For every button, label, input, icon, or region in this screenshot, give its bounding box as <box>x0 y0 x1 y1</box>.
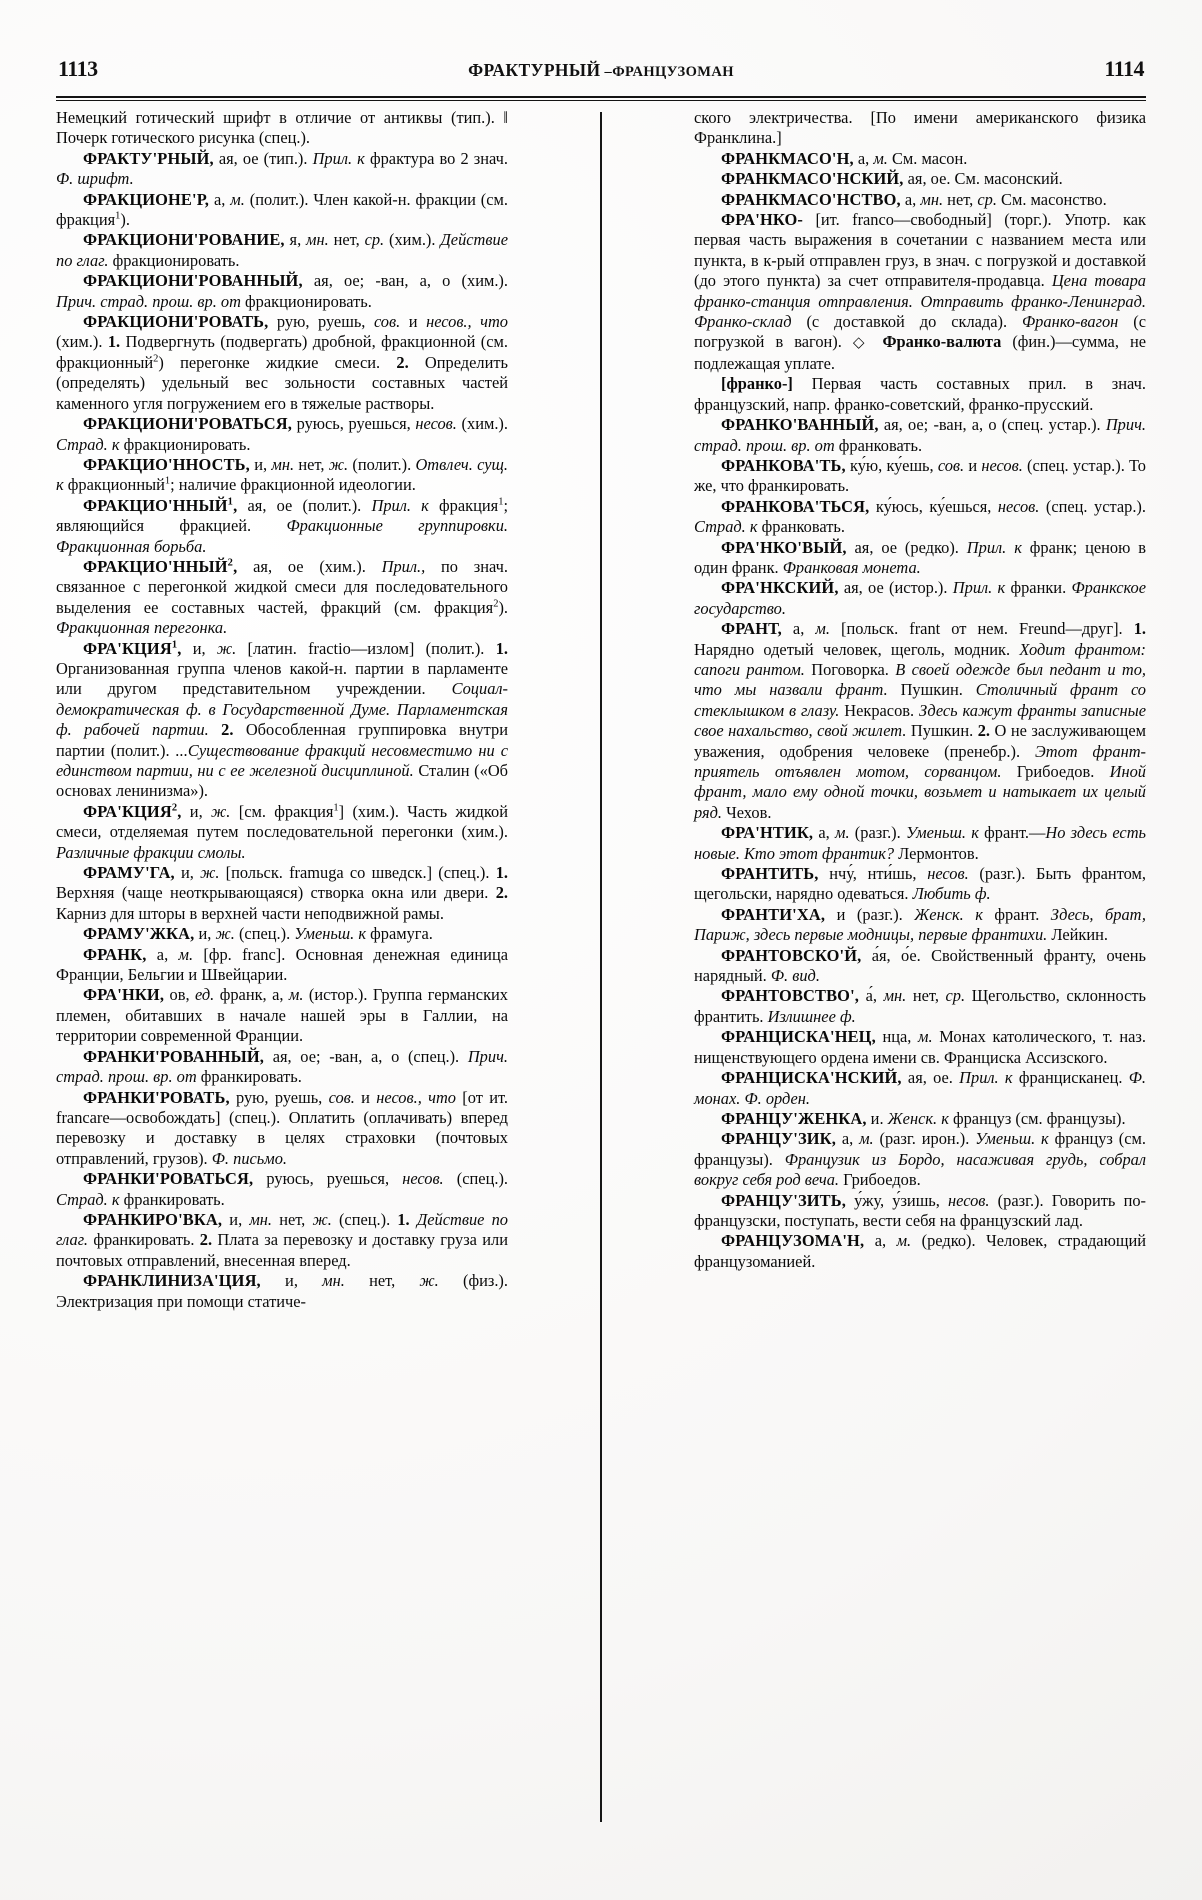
dictionary-entry-frant: ФРАНТ, а, м. [польск. frant от нем. Freund—друг]. 1. Нарядно одетый человек, щеголь, модник. Ходит франтом: сапоги рантом. Поговорка. В своей одежде был педант и то, что мы назвали франт. Пушкин. Столичный франт со стеклышком в глазу. Некрасов. Здесь кажут франты записные свое нахальство, свой жилет. Пушкин. 2. О не заслуживающем уважения, одобрения человеке (пренебр.). Этот франт-приятель отъявлен мотом, сорванцом. Грибоедов. Иной франт, мало ему одной точки, возьмет и натыкает их целый ряд. Чехов. <box>694 619 1147 822</box>
quotation: Иной франт, мало ему одной точки, возьмет и натыкает их целый ряд. <box>694 762 1146 822</box>
headword: [франко-] <box>721 374 793 394</box>
dictionary-entry-frantit: ФРАНТИТЬ, нчу́, нти́шь, несов. (разг.). Быть франтом, щегольски, нарядно одеваться. Любить ф. <box>694 864 1147 904</box>
quotation: Но здесь есть новые. Кто этот франтик? <box>694 823 1146 863</box>
headword: ФРАКЦИО'ННЫЙ$^2$, <box>83 556 238 576</box>
grammar-tag: мн. <box>271 454 295 474</box>
dictionary-entry-fraktsionnyy-2: ФРАКЦИО'ННЫЙ$^2$, ая, ое (хим.). Прил., по знач. связанное с перегонкой жидкой смеси для последовательного выделения ее составных частей, фракций (см. фракция$^2$). Фракционная перегонка. <box>56 556 508 638</box>
diamond-icon: ◇ <box>852 335 872 352</box>
usage-example: Ф. шрифт. <box>56 169 134 189</box>
grammar-tag: м. <box>815 619 830 639</box>
entry-continuation: ского электричества. [По имени американского физика Франклина.] <box>694 108 1146 148</box>
grammar-tag: ж. <box>200 863 220 883</box>
grammar-tag: сов. <box>373 312 401 332</box>
running-head-last-word: ФРАНЦУЗОМАН <box>612 64 734 80</box>
gloss-label: Уменьш. к <box>905 823 979 843</box>
headword: ФРА'НКО'ВЫЙ, <box>721 537 847 557</box>
folio-left: 1113 <box>58 56 98 81</box>
usage-example: Различные фракции смолы. <box>56 842 246 862</box>
grammar-tag: несов. <box>927 864 969 884</box>
gloss-label: Прич. страд. прош. вр. от <box>56 1046 508 1087</box>
grammar-tag: сов. <box>328 1087 355 1107</box>
dictionary-entry-frantsuzoman: ФРАНЦУЗОМА'Н, а, м. (редко). Человек, страдающий французоманией. <box>694 1231 1146 1271</box>
quotation: Здесь кажут франты записные свое нахальство, свой жилет. <box>694 700 1146 741</box>
quotation: Столичный франт со стеклышком в глазу. <box>694 680 1147 720</box>
headword: ФРАНЦУ'ЗИК, <box>721 1129 836 1149</box>
grammar-tag: м. <box>859 1129 874 1149</box>
dictionary-entry-fraktsionirovanie: ФРАКЦИОНИ'РОВАНИЕ, я, мн. нет, ср. (хим.). Действие по глаг. фракционировать. <box>56 230 508 270</box>
grammar-tag: несов. <box>981 455 1023 475</box>
headword: ФРАКЦИОНИ'РОВАНИЕ, <box>83 230 285 250</box>
headword: ФРАНКМАСО'НСТВО, <box>721 189 901 209</box>
gloss-label: Страд. к <box>56 1189 120 1209</box>
gloss-label: Страд. к <box>56 434 120 454</box>
dictionary-entry-fraktsionirovannyy: ФРАКЦИОНИ'РОВАННЫЙ, ая, ое; -ван, а, о (хим.). Прич. страд. прош. вр. от фракционировать. <box>56 271 508 311</box>
headword: ФРАМУ'ГА, <box>83 863 175 883</box>
gloss-label: Прич. страд. прош. вр. от <box>694 415 1146 455</box>
dictionary-entry-frankovat: ФРАНКОВА'ТЬ, ку́ю, ку́ешь, сов. и несов. (спец. устар.). То же, что франкировать. <box>694 455 1147 496</box>
gloss-label: Прил. к <box>959 1068 1013 1088</box>
dictionary-entry-frantsiskanskiy: ФРАНЦИСКА'НСКИЙ, ая, ое. Прил. к францисканец. Ф. монах. Ф. орден. <box>694 1068 1146 1108</box>
grammar-tag: несов. <box>948 1190 990 1210</box>
grammar-tag: м. <box>896 1231 912 1251</box>
text-columns <box>56 108 1146 1828</box>
headword: ФРАКЦИОНИ'РОВАТЬ, <box>83 312 269 332</box>
quotation: Ходит франтом: сапоги рантом. <box>694 639 1146 679</box>
usage-example: Излишнее ф. <box>767 1006 856 1026</box>
headword: ФРАКЦИО'ННЫЙ$^1$, <box>83 495 238 515</box>
dictionary-entry-frankovannyy: ФРАНКО'ВАННЫЙ, ая, ое; -ван, а, о (спец. устар.). Прич. страд. прош. вр. от франковать. <box>694 415 1146 455</box>
gloss-label: Прил. к <box>966 537 1022 557</box>
usage-example: Социал-демократическая ф. в Государственной Думе. Парламентская ф. рабочей партии. <box>56 679 508 740</box>
headword: ФРА'НКИ, <box>83 985 165 1005</box>
quotation: В своей одежде был педант и то, что мы назвали франт. <box>694 659 1147 700</box>
headword: ФРА'НКО- <box>721 210 804 230</box>
gloss-label: Страд. к <box>694 517 758 537</box>
dictionary-entry-fraktsionnyy-1: ФРАКЦИО'ННЫЙ$^1$, ая, ое (полит.). Прил. к фракция$^1$; являющийся фракцией. Фракционные группировки. Фракционная борьба. <box>56 495 508 556</box>
sub-entry: Франко-валюта <box>882 332 1002 352</box>
grammar-tag: несов., что <box>376 1087 456 1107</box>
dictionary-entry-frantsiskanets: ФРАНЦИСКА'НЕЦ, нца, м. Монах католического, т. наз. нищенствующего ордена имени св. Франциска Ассизского. <box>694 1027 1146 1067</box>
grammar-tag: мн. <box>249 1209 273 1229</box>
grammar-tag: несов., что <box>426 312 509 332</box>
headword: ФРАНКЛИНИЗА'ЦИЯ, <box>83 1271 261 1291</box>
dictionary-entry-franko-prefix-commercial: ФРА'НКО- [ит. franco—свободный] (торг.). Употр. как первая часть выражения в сочетании с названием места или пункта, в к-рый отправлен груз, в знач. с погрузкой и доставкой (до этого пункта) за счет отправителя-продавца. Цена товара франко-станция отправления. Отправить франко-Ленинград. Франко-склад (с доставкой до склада). Франко-вагон (с погрузкой в вагон). ◇ Франко-валюта (фин.)—сумма, не подлежащая уплате. <box>694 210 1146 373</box>
dictionary-entry-frantik: ФРА'НТИК, а, м. (разг.). Уменьш. к франт.—Но здесь есть новые. Кто этот франтик? Лермонтов. <box>694 823 1146 863</box>
sense-number: 2. <box>977 721 990 741</box>
dictionary-entry-frankmasonskiy: ФРАНКМАСО'НСКИЙ, ая, ое. См. масонский. <box>721 169 1063 189</box>
sense-number: 1. <box>1133 619 1146 639</box>
grammar-tag: ж. <box>419 1271 439 1291</box>
grammar-tag: несов. <box>402 1169 444 1189</box>
sense-number: 2. <box>396 352 409 372</box>
dictionary-entry-fraktsiya-2: ФРА'КЦИЯ$^2$, и, ж. [см. фракция$^1$] (хим.). Часть жидкой смеси, отделяемая путем последовательной перегонки (хим.). Различные фракции смолы. <box>56 801 508 862</box>
headword: ФРАНЦУ'ЗИТЬ, <box>721 1190 846 1210</box>
usage-example: Ф. письмо. <box>211 1148 288 1168</box>
running-head-separator: – <box>600 64 613 80</box>
headword: ФРАКЦИОНЕ'Р, <box>83 189 210 209</box>
headword: ФРАНК, <box>83 944 147 964</box>
quotation: Здесь, брат, Париж, здесь первые модницы, первые франтихи. <box>694 904 1146 945</box>
grammar-tag: м. <box>835 823 850 843</box>
headword: ФРАНЦИСКА'НЕЦ, <box>721 1027 876 1047</box>
grammar-tag: м. <box>178 944 194 964</box>
grammar-tag: ж. <box>215 924 235 944</box>
gloss-label: Прич. страд. прош. вр. от <box>56 291 241 311</box>
headword: ФРАНЦУ'ЖЕНКА, <box>721 1108 867 1128</box>
quotation: ...Существование фракций несовместимо ни с единством партии, ни с ее железной дисциплиной. <box>56 740 508 780</box>
gloss-label: Отвлеч. сущ. к <box>56 454 508 495</box>
dictionary-entry-fraktsionirovatsya: ФРАКЦИОНИ'РОВАТЬСЯ, руюсь, руешься, несов. (хим.). Страд. к фракционировать. <box>56 414 508 454</box>
sense-number: 1. <box>107 332 121 352</box>
usage-example: Цена товара франко-станция отправления. Отправить франко-Ленинград. Франко-склад <box>694 271 1146 332</box>
sense-number: 1. <box>495 638 508 658</box>
headword: ФРА'НКСКИЙ, <box>721 578 839 598</box>
headword: ФРАНКИ'РОВАТЬ, <box>83 1087 230 1107</box>
dictionary-entry-frantsuzhenka: ФРАНЦУ'ЖЕНКА, и. Женск. к француз (см. французы). <box>721 1108 1126 1128</box>
quotation: Французик из Бордо, насаживая грудь, собрал вокруг себя род веча. <box>694 1149 1146 1190</box>
usage-example: Франко-вагон <box>1022 312 1119 332</box>
dictionary-entry-franklinizatsiya: ФРАНКЛИНИЗА'ЦИЯ, и, мн. нет, ж. (физ.). Электризация при помощи статиче- <box>56 1271 508 1311</box>
running-head-first-word: ФРАКТУРНЫЙ <box>468 60 601 80</box>
headword: ФРАКЦИО'ННОСТЬ, <box>83 454 250 474</box>
grammar-tag: м. <box>873 148 888 168</box>
headword: ФРАНКИРО'ВКА, <box>83 1209 223 1229</box>
column-divider <box>600 112 602 1822</box>
dictionary-entry-frankirovatsya: ФРАНКИ'РОВАТЬСЯ, руюсь, руешься, несов. (спец.). Страд. к франкировать. <box>56 1169 508 1209</box>
dictionary-entry-frankskiy: ФРА'НКСКИЙ, ая, ое (истор.). Прил. к франки. Франкское государство. <box>694 578 1147 618</box>
dictionary-entry-frantovstvo: ФРАНТОВСТВО', а́, мн. нет, ср. Щегольство, склонность франтить. Излишнее ф. <box>694 986 1146 1026</box>
gloss-label: Женск. к <box>887 1108 949 1128</box>
dictionary-entry-framuzhka: ФРАМУ'ЖКА, и, ж. (спец.). Уменьш. к фрамуга. <box>83 924 433 944</box>
dictionary-entry-frantsuzik: ФРАНЦУ'ЗИК, а, м. (разг. ирон.). Уменьш. к француз (см. французы). Французик из Бордо, насаживая грудь, собрал вокруг себя род веча. Грибоедов. <box>694 1129 1146 1190</box>
grammar-tag: м. <box>288 985 304 1005</box>
grammar-tag: несов. <box>415 414 457 434</box>
dictionary-entry-frankmasonstvo: ФРАНКМАСО'НСТВО, а, мн. нет, ср. См. масонство. <box>721 189 1107 209</box>
grammar-tag: сов. <box>937 455 965 475</box>
dictionary-entry-frankovatsya: ФРАНКОВА'ТЬСЯ, ку́юсь, ку́ешься, несов. (спец. устар.). Страд. к франковать. <box>694 496 1146 537</box>
headword: ФРАНТ, <box>721 619 782 639</box>
dictionary-entry-fraktsionirovat: ФРАКЦИОНИ'РОВАТЬ, рую, руешь, сов. и несов., что (хим.). 1. Подвергнуть (подвергать) дробной, фракционной (см. фракционный$^2$) перегонке жидкие смеси. 2. Определить (определять) удельный вес зольности составных частей каменного угля погружением его в тяжелые растворы. <box>56 312 509 413</box>
headword: ФРА'КЦИЯ$^2$, <box>83 801 182 821</box>
usage-example: Любить ф. <box>912 884 991 904</box>
grammar-tag: м. <box>918 1027 933 1047</box>
dictionary-entry-frank: ФРАНК, а, м. [фр. franc]. Основная денежная единица Франции, Бельгии и Швейцарии. <box>56 944 509 985</box>
usage-example: Ф. вид. <box>770 966 820 986</box>
gloss-label: Уменьш. к <box>975 1129 1049 1149</box>
headword: ФРАНКОВА'ТЬ, <box>721 455 846 475</box>
header-rule-thin <box>56 100 1146 102</box>
dictionary-entry-frakturnyy: ФРАКТУ'РНЫЙ, ая, ое (тип.). Прил. к фрактура во 2 знач. Ф. шрифт. <box>56 148 508 189</box>
grammar-tag: несов. <box>997 496 1040 516</box>
headword: ФРАНКИ'РОВАТЬСЯ, <box>83 1169 254 1189</box>
grammar-tag: ж. <box>328 454 349 474</box>
dictionary-entry-frankmason: ФРАНКМАСО'Н, а, м. См. масон. <box>721 148 968 168</box>
dictionary-entry-framuga: ФРАМУ'ГА, и, ж. [польск. framuga со шведск.] (спец.). 1. Верхняя (чаще неоткрывающаяся) створка окна или двери. 2. Карниз для шторы в верхней части неподвижной рамы. <box>56 863 508 923</box>
headword: ФРАНЦИСКА'НСКИЙ, <box>721 1068 902 1088</box>
grammar-tag: мн. <box>322 1271 345 1291</box>
folio-right: 1114 <box>1104 56 1144 81</box>
headword: ФРА'НТИК, <box>721 823 814 843</box>
grammar-tag: ж. <box>211 801 231 821</box>
gloss-label: Женск. к <box>914 904 983 924</box>
sense-number: 1. <box>495 863 508 883</box>
gloss-label: Уменьш. к <box>294 924 367 944</box>
usage-example: Франкское государство. <box>694 578 1147 618</box>
gloss-label: Действие по глаг. <box>56 230 508 270</box>
dictionary-entry-fraktsioner: ФРАКЦИОНЕ'Р, а, м. (полит.). Член какой-н. фракции (см. фракция$^1$). <box>56 189 508 230</box>
usage-example: Франковая монета. <box>782 557 921 577</box>
usage-example: Ф. монах. Ф. орден. <box>694 1068 1146 1108</box>
sense-number: 1. <box>397 1209 410 1229</box>
grammar-tag: ср. <box>945 986 966 1006</box>
headword: ФРАНКМАСО'Н, <box>721 148 854 168</box>
column-left <box>56 108 508 1828</box>
grammar-tag: ж. <box>216 638 237 658</box>
headword: ФРАКЦИОНИ'РОВАТЬСЯ, <box>83 414 292 434</box>
grammar-tag: ср. <box>977 189 997 209</box>
sense-number: 2. <box>199 1230 213 1250</box>
grammar-tag: ср. <box>364 230 385 250</box>
usage-example: Фракционная перегонка. <box>56 618 228 638</box>
grammar-tag: мн. <box>883 986 907 1006</box>
headword: ФРАКЦИОНИ'РОВАННЫЙ, <box>83 271 303 291</box>
grammar-tag: ед. <box>195 985 215 1005</box>
dictionary-entry-franki: ФРА'НКИ, ов, ед. франк, а, м. (истор.). Группа германских племен, обитавших в начале нашей эры в Галлии, на территории современной Франции. <box>56 985 508 1046</box>
entry-continuation: Немецкий готический шрифт в отличие от антиквы (тип.). ‖ Почерк готического рисунка (спец.). <box>56 108 508 148</box>
running-head-title <box>468 60 734 81</box>
gloss-label: Действие по глаг. <box>56 1209 508 1250</box>
dictionary-entry-frantikha: ФРАНТИ'ХА, и (разг.). Женск. к франт. Здесь, брат, Париж, здесь первые модницы, первые франтихи. Лейкин. <box>694 904 1146 945</box>
headword: ФРАНТОВСКО'Й, <box>721 945 862 965</box>
gloss-label: Прил. к <box>312 148 365 168</box>
grammar-tag: м. <box>230 189 245 209</box>
gloss-label: Прил., <box>381 556 426 576</box>
dictionary-entry-frankirovannyy: ФРАНКИ'РОВАННЫЙ, ая, ое; -ван, а, о (спец.). Прич. страд. прош. вр. от франкировать. <box>56 1046 508 1087</box>
headword: ФРАНТИ'ХА, <box>721 904 826 924</box>
dictionary-entry-fraktsiya-1: ФРА'КЦИЯ$^1$, и, ж. [латин. fractio—излом] (полит.). 1. Организованная группа членов какой-н. партии в парламенте или другом представительном учреждении. Социал-демократическая ф. в Государственной Думе. Парламентская ф. рабочей партии. 2. Обособленная группировка внутри партии (полит.). ...Существование фракций несовместимо ни с единством партии, ни с ее железной дисциплиной. Сталин («Об основах ленинизма»). <box>56 638 508 801</box>
headword: ФРАНТОВСТВО', <box>721 986 860 1006</box>
header-rule-thick <box>56 96 1146 98</box>
gloss-label: Прил. к <box>371 495 429 515</box>
headword: ФРАНКО'ВАННЫЙ, <box>721 415 879 435</box>
grammar-tag: мн. <box>306 230 329 250</box>
grammar-tag: мн. <box>920 189 944 209</box>
headword: ФРАМУ'ЖКА, <box>83 924 195 944</box>
sense-number: 2. <box>221 720 234 740</box>
headword: ФРАКТУ'РНЫЙ, <box>83 148 214 168</box>
usage-example: Фракционные группировки. Фракционная борьба. <box>56 516 508 556</box>
dictionary-entry-frantovskoy: ФРАНТОВСКО'Й, а́я, о́е. Свойственный франту, очень нарядный. Ф. вид. <box>694 945 1146 986</box>
dictionary-entry-frankirovka: ФРАНКИРО'ВКА, и, мн. нет, ж. (спец.). 1. Действие по глаг. франкировать. 2. Плата за перевозку и доставку груза или почтовых отправлений, внесенная вперед. <box>56 1209 509 1270</box>
dictionary-entry-frantsuzit: ФРАНЦУ'ЗИТЬ, у́жу, у́зишь, несов. (разг.). Говорить по-французски, поступать, вести себя на французский лад. <box>694 1190 1146 1230</box>
headword: ФРАНКМАСО'НСКИЙ, <box>721 169 904 189</box>
running-head <box>58 56 1144 86</box>
headword: ФРАНКОВА'ТЬСЯ, <box>721 496 870 516</box>
headword: ФРАНТИТЬ, <box>721 864 819 884</box>
header-rule <box>56 96 1146 101</box>
dictionary-entry-fraktsionnost: ФРАКЦИО'ННОСТЬ, и, мн. нет, ж. (полит.). Отвлеч. сущ. к фракционный$^1$; наличие фракционной идеологии. <box>56 454 508 495</box>
sense-number: 2. <box>495 883 508 903</box>
dictionary-entry-frankovyy: ФРА'НКО'ВЫЙ, ая, ое (редко). Прил. к франк; ценою в один франк. Франковая монета. <box>694 537 1146 577</box>
grammar-tag: ж. <box>312 1209 332 1229</box>
headword: ФРА'КЦИЯ$^1$, <box>83 638 182 658</box>
dictionary-entry-frankirovat: ФРАНКИ'РОВАТЬ, рую, руешь, сов. и несов., что [от ит. francare—освобождать] (спец.). Оплатить (оплачивать) вперед перевозку и доставку в целях страховки (почтовых отправлений, грузов). Ф. письмо. <box>56 1087 508 1168</box>
gloss-label: Прил. к <box>952 578 1006 598</box>
column-right <box>694 108 1146 1828</box>
dictionary-entry-franko-prefix-adjectival: [франко-] Первая часть составных прил. в знач. французский, напр. франко-советский, франко-прусский. <box>694 374 1146 414</box>
headword: ФРАНЦУЗОМА'Н, <box>721 1231 865 1251</box>
headword: ФРАНКИ'РОВАННЫЙ, <box>83 1046 265 1066</box>
quotation: Этот франт-приятель отъявлен мотом, сорванцом. <box>694 741 1147 781</box>
